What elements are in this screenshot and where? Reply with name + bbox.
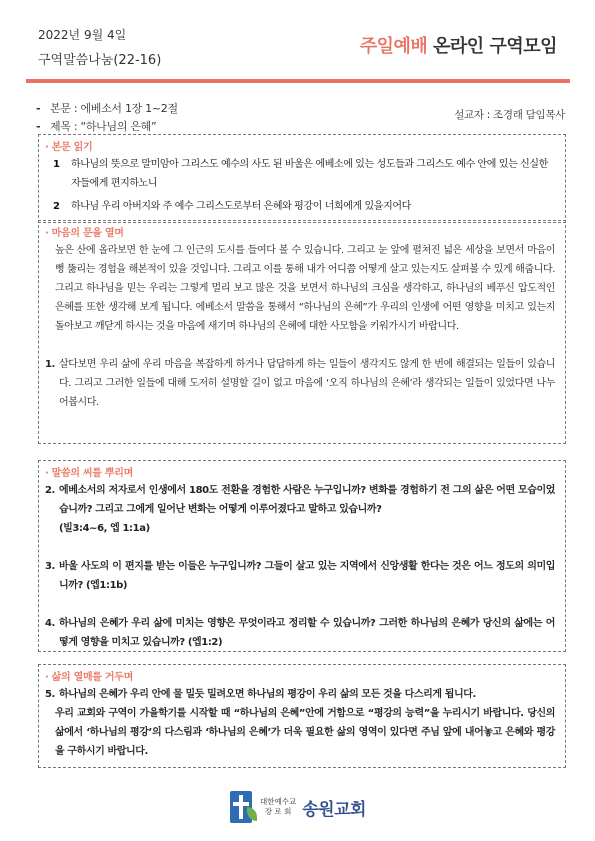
harvest-box [38,664,566,768]
question-text [57,481,555,538]
church-name: 송원교회 [302,799,366,820]
verse-item [53,155,555,193]
question-number: 1. [45,359,55,370]
harvest-label: · 삶의 열매를 거두며 [45,672,133,683]
verse-number: 1 [53,159,60,170]
bulletin-date: 2022년 9월 4일 [38,28,127,42]
church-footer [230,790,366,824]
question-number: 4. [45,618,55,629]
header-divider [26,79,570,83]
page-title-accent: 주일예배 [359,36,428,57]
sermon-title-text: 제목 : “하나님의 은혜” [50,120,157,133]
question-number: 5. [45,689,55,700]
question-item [45,614,555,652]
denomination-text: 대한예수교 [260,797,297,806]
bullet-dash-icon: - [36,120,41,133]
verse-text: 하나님의 뜻으로 말미암아 그리스도 예수의 사도 된 바울은 에베소에 있는 성도들과 그리스도 예수 안에 있는 신실한 자들에게 편지하노니 [71,159,548,189]
sermon-title-line [36,118,156,134]
open-heart-box [38,220,566,444]
question-item [45,557,555,595]
page-title-rest: 온라인 구역모임 [427,36,557,57]
bullet-dash-icon: - [36,102,41,115]
question-text: 하나님의 은혜가 우리 안에 물 밀듯 밀려오면 하나님의 평강이 우리 삶의 모든 것을 다스리게 됩니다. [59,689,476,700]
cross-logo-icon [230,791,252,823]
reading-box [38,134,566,223]
scripture-reference: (빌3:4~6, 엡 1:1a) [59,523,150,534]
question-number: 2. [45,485,55,496]
question-number: 3. [45,561,55,572]
sow-seed-label: · 말씀의 씨를 뿌리며 [45,468,133,479]
denomination-label [260,797,296,817]
page-title [360,32,557,58]
group-study-title: 구역말씀나눔(22-16) [38,53,162,68]
question-text: 하나님의 은혜가 우리 삶에 미치는 영향은 무엇이라고 정리할 수 있습니까? 그러한 하나님의 은혜가 당신의 삶에는 어떻게 영향을 미치고 있습니까? (엡1:2) [59,618,555,648]
verse-text: 하나님 우리 아버지와 주 예수 그리스도로부터 은혜와 평강이 너희에게 있을지어다 [71,201,411,212]
question-text: 바울 사도의 이 편지를 받는 이들은 누구입니까? 그들이 살고 있는 지역에서 신앙생활 한다는 것은 어느 정도의 의미입니까? (엡1:1b) [59,561,555,591]
question-item [45,355,555,412]
question-item [45,481,555,538]
verse-number: 2 [53,201,60,212]
sow-seed-box [38,460,566,652]
reading-label: · 본문 읽기 [45,142,93,153]
question-text: 살다보면 우리 삶에 우리 마음을 복잡하게 하거나 답답하게 하는 일들이 생각지도 않게 한 번에 해결되는 일들이 있습니다. 그리고 그러한 일들에 대해 도저히 설명할 길이 없고 마음에 ‘오직 하나님의 은혜’라 생각되는 일들이 있었다면 나누어봅시다. [59,359,555,408]
question-body: 에베소서의 저자로서 인생에서 180도 전환을 경험한 사람은 누구입니까? 변화를 경험하기 전 그의 삶은 어떤 모습이었습니까? 그리고 그에게 일어난 변화는 어떻게 이루어졌다고 말하고 있습니까? [59,485,555,515]
open-heart-label: · 마음의 문을 열며 [45,228,124,239]
verse-item [53,197,555,216]
preacher: 설교자 : 조경래 담임목사 [454,109,565,121]
denomination-sub-text: 장 로 회 [264,807,292,816]
passage-line [36,100,178,116]
passage-text: 본문 : 에베소서 1장 1~2절 [50,102,178,115]
question-item [45,685,555,704]
intro-paragraph: 높은 산에 올라보면 한 눈에 그 인근의 도시를 들여다 볼 수 있습니다. 그리고 눈 앞에 펼쳐진 넓은 세상을 보면서 마음이 뻥 뚫리는 경험을 해본적이 있을 것입니다. 그리고 이를 통해 내가 어디쯤 어떻게 살고 있는지도 살펴볼 수 있게 해줍니다. 그리고 하나님을 믿는 우리는 그렇게 멀리 보고 많은 것을 보면서 하나님의 크심을 생각하고, 하나님의 베푸신 압도적인 은혜를 또한 생각해 보게 됩니다. 에베소서 말씀을 통해서 “하나님의 은혜”가 우리의 인생에 어떤 영향을 미치고 있는지 돌아보고 깨닫게 하시는 것을 마음에 새기며 하나님의 은혜에 대한 사모함을 키워가시기 바랍니다. [55,245,555,332]
closing-paragraph: 우리 교회와 구역이 가을학기를 시작할 때 “하나님의 은혜”안에 거함으로 “평강의 능력”을 누리시기 바랍니다. 당신의 삶에서 ‘하나님의 평강’의 다스림과 ‘하나님의 은혜’가 더욱 필요한 삶의 영역이 있다면 주님 앞에 내어놓고 은혜와 평강을 구하시기 바랍니다. [55,708,555,757]
